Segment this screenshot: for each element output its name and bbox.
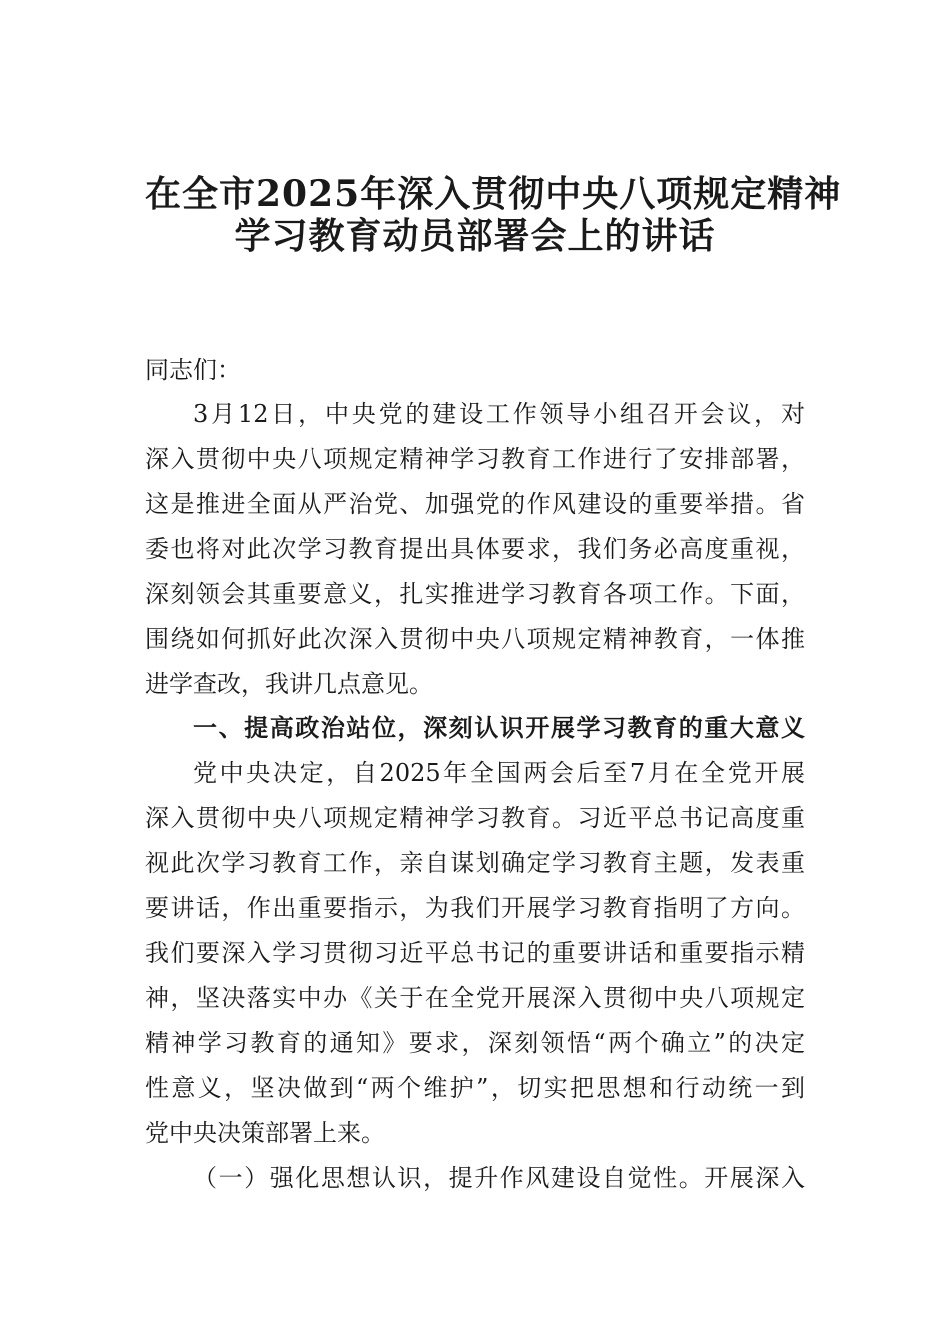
paragraph-2-line: 要讲话，作出重要指示，为我们开展学习教育指明了方向。 xyxy=(145,894,805,922)
paragraph-2-line: 神，坚决落实中办《关于在全党开展深入贯彻中央八项规定 xyxy=(145,984,805,1012)
paragraph-2-line: 视此次学习教育工作，亲自谋划确定学习教育主题，发表重 xyxy=(145,849,805,877)
document-title-line-2: 学习教育动员部署会上的讲话 xyxy=(234,215,716,257)
paragraph-1-line: 深刻领会其重要意义，扎实推进学习教育各项工作。下面， xyxy=(145,580,805,608)
paragraph-1-line: 进学查改，我讲几点意见。 xyxy=(145,670,433,698)
paragraph-1-line: 3月12日，中央党的建设工作领导小组召开会议，对 xyxy=(193,400,805,428)
paragraph-2-line: 深入贯彻中央八项规定精神学习教育。习近平总书记高度重 xyxy=(145,804,805,832)
paragraph-2-line: 党中央决策部署上来。 xyxy=(145,1119,385,1147)
document-title-line-1: 在全市2025年深入贯彻中央八项规定精神 xyxy=(145,173,842,215)
subsection-1-line: （一）强化思想认识，提升作风建设自觉性。开展深入 xyxy=(193,1164,805,1192)
paragraph-2-line: 精神学习教育的通知》要求，深刻领悟“两个确立”的决定 xyxy=(145,1029,805,1057)
paragraph-1-line: 委也将对此次学习教育提出具体要求，我们务必高度重视， xyxy=(145,535,805,563)
paragraph-1-line: 围绕如何抓好此次深入贯彻中央八项规定精神教育，一体推 xyxy=(145,625,805,653)
section-1-heading: 一、提高政治站位，深刻认识开展学习教育的重大意义 xyxy=(193,713,805,742)
paragraph-1-line: 深入贯彻中央八项规定精神学习教育工作进行了安排部署， xyxy=(145,445,805,473)
paragraph-1-line: 这是推进全面从严治党、加强党的作风建设的重要举措。省 xyxy=(145,490,805,518)
paragraph-2-line: 性意义，坚决做到“两个维护”，切实把思想和行动统一到 xyxy=(145,1074,805,1102)
paragraph-2-line: 我们要深入学习贯彻习近平总书记的重要讲话和重要指示精 xyxy=(145,939,805,967)
paragraph-2-line: 党中央决定，自2025年全国两会后至7月在全党开展 xyxy=(193,759,805,787)
salutation: 同志们： xyxy=(145,356,241,384)
